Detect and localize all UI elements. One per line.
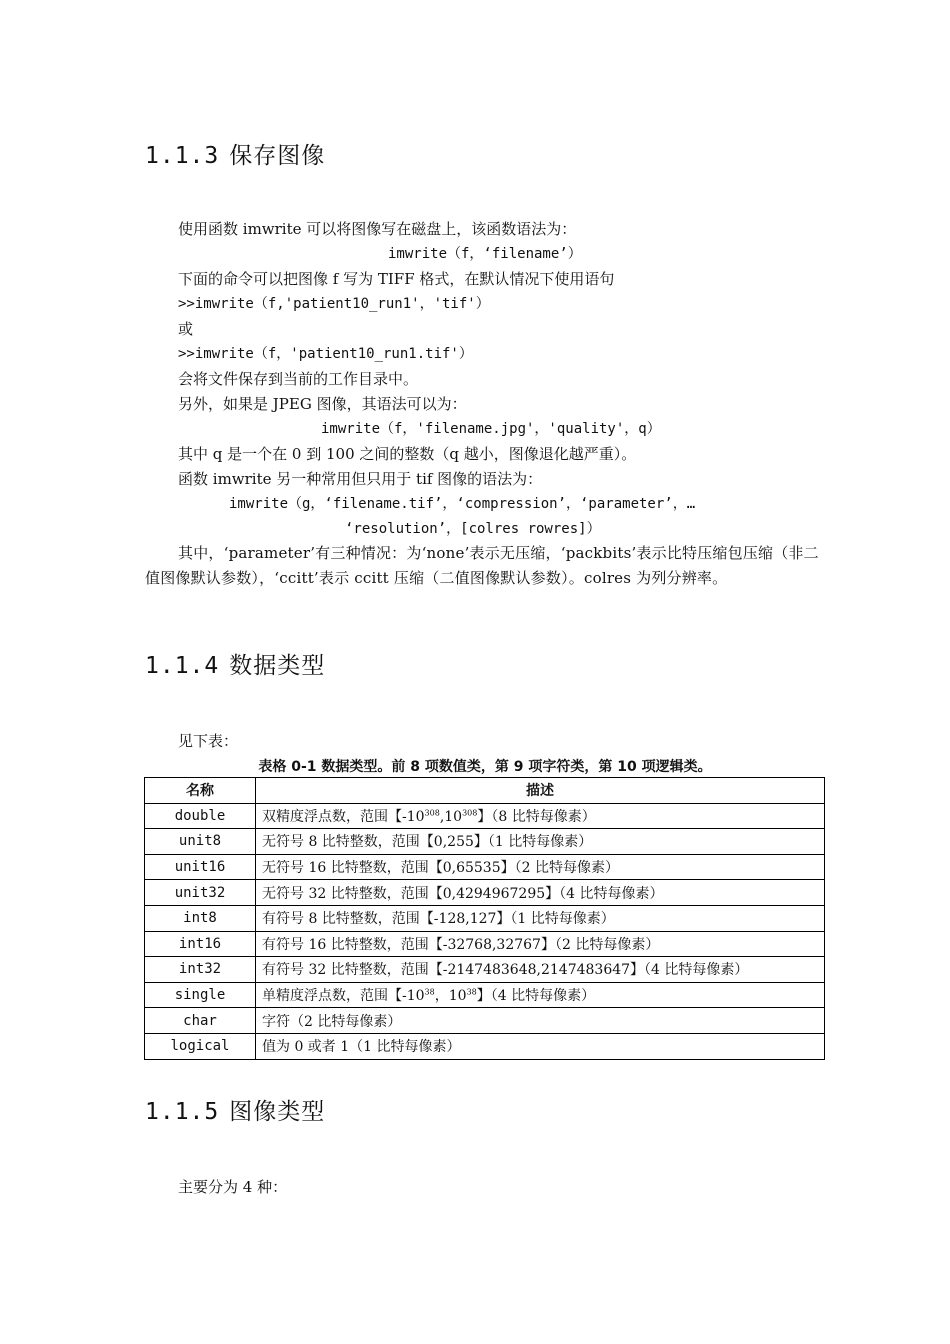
code-line: imwrite（f，'filename.jpg'，'quality'，q） [321,421,661,437]
body-line: 其中 q 是一个在 0 到 100 之间的整数（q 越小，图像退化越严重）。 [178,445,637,463]
body-line: 会将文件保存到当前的工作目录中。 [178,370,419,388]
section-heading-1-1-4 [145,647,325,680]
type-name: unit16 [145,854,256,880]
type-name: unit8 [145,829,256,855]
column-header-name: 名称 [145,778,256,804]
type-name: int8 [145,905,256,931]
table-row [145,905,825,931]
type-name: single [145,982,256,1008]
code-line: >>imwrite（f，'patient10_run1.tif'） [178,346,473,362]
section-title: 数据类型 [229,653,326,679]
body-line: 主要分为 4 种： [178,1178,288,1196]
body-paragraph: 其中，‘parameter’有三种情况：为‘none’表示无压缩，‘packbits’表示比特压缩包压缩（非二值图像默认参数），‘ccitt’表示 ccitt 压缩（二值图像默认参数）。colres 为列分辨率。 [145,544,819,587]
table-row [145,1033,825,1059]
section-number: 1.1.5 [145,1099,220,1125]
table-row [145,1008,825,1034]
type-name: char [145,1008,256,1034]
table-row [145,829,825,855]
type-description: 值为 0 或者 1（1 比特每像素） [256,1033,825,1059]
section-heading-1-1-3 [145,137,325,170]
type-name: int32 [145,957,256,983]
column-header-description: 描述 [256,778,825,804]
table-row [145,854,825,880]
type-description: 双精度浮点数，范围【$-10^{308},10^{308}$】（8 比特每像素） [256,803,825,829]
type-description: 有符号 16 比特整数，范围【-32768,32767】（2 比特每像素） [256,931,825,957]
section-title: 图像类型 [229,1099,326,1125]
type-name: int16 [145,931,256,957]
body-line: 下面的命令可以把图像 f 写为 TIFF 格式，在默认情况下使用语句 [178,270,615,288]
type-description: 有符号 8 比特整数，范围【-128,127】（1 比特每像素） [256,905,825,931]
table-row [145,982,825,1008]
data-type-table [144,777,825,1060]
body-line: 使用函数 imwrite 可以将图像写在磁盘上，该函数语法为： [178,220,577,238]
section-number: 1.1.3 [145,143,220,169]
body-line: 或 [178,320,194,338]
code-line: imwrite（g，‘filename.tif’，‘compression’，‘parameter’，… [229,496,696,512]
table-caption: 表格 0-1 数据类型。前 8 项数值类，第 9 项字符类，第 10 项逻辑类。 [258,759,712,775]
type-description: 单精度浮点数，范围【$-10^{38}$，$10^{38}$】（4 比特每像素） [256,982,825,1008]
table-header-row [145,778,825,804]
type-name: logical [145,1033,256,1059]
type-name: double [145,803,256,829]
code-line: ‘resolution’，[colres rowres]） [345,521,601,537]
section-number: 1.1.4 [145,653,220,679]
type-description: 字符（2 比特每像素） [256,1008,825,1034]
section-heading-1-1-5 [145,1093,325,1126]
type-description: 无符号 16 比特整数，范围【0,65535】（2 比特每像素） [256,854,825,880]
section-title: 保存图像 [229,143,326,169]
type-description: 无符号 8 比特整数，范围【0,255】（1 比特每像素） [256,829,825,855]
type-description: 有符号 32 比特整数，范围【-2147483648,2147483647】（4 比特每像素） [256,957,825,983]
table-row [145,803,825,829]
table-row [145,957,825,983]
body-line: 另外，如果是 JPEG 图像，其语法可以为： [178,395,467,413]
table-row [145,931,825,957]
table-row [145,880,825,906]
type-description: 无符号 32 比特整数，范围【0,4294967295】（4 比特每像素） [256,880,825,906]
type-name: unit32 [145,880,256,906]
code-line: imwrite（f，‘filename’） [388,246,582,262]
body-line: 函数 imwrite 另一种常用但只用于 tif 图像的语法为： [178,470,543,488]
code-line: >>imwrite（f,'patient10_run1'，'tif'） [178,296,490,312]
body-line: 见下表： [178,732,239,750]
